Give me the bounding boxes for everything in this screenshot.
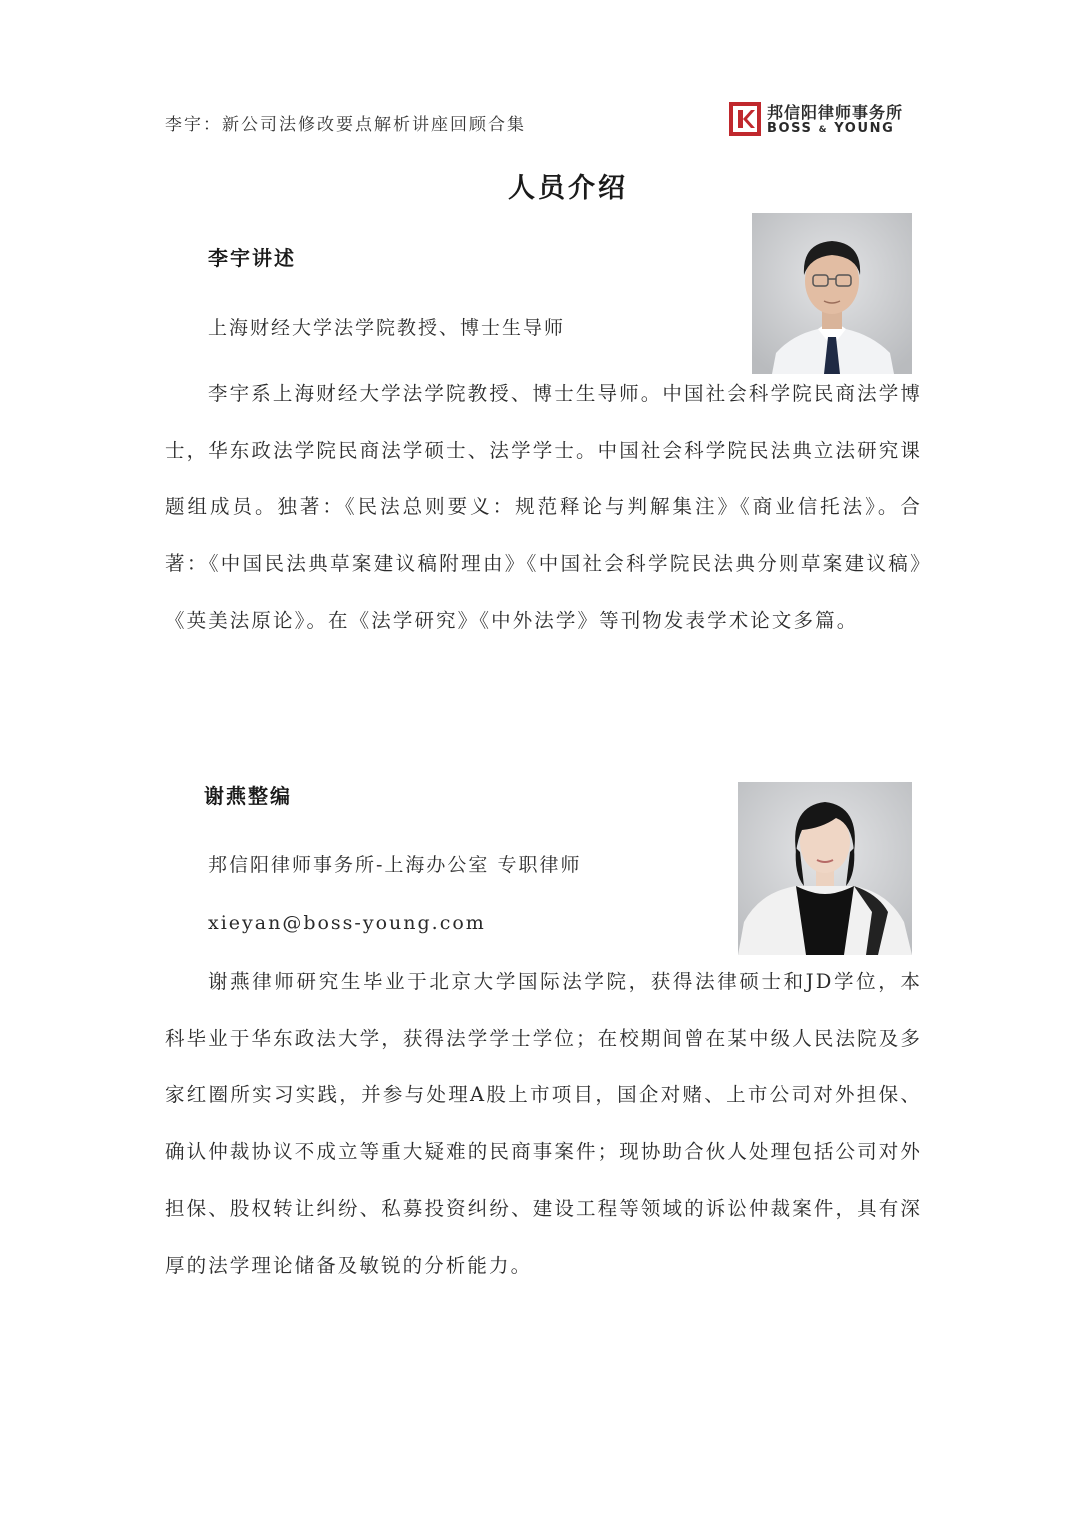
firm-name-en-right: YOUNG bbox=[834, 121, 895, 136]
person-2-email: xieyan@boss-young.com bbox=[208, 912, 486, 934]
firm-name-en bbox=[767, 121, 894, 136]
person-2-role: 邦信阳律师事务所-上海办公室 专职律师 bbox=[208, 854, 582, 876]
person-1-heading: 李宇讲述 bbox=[208, 246, 296, 270]
document-header-title: 李宇：新公司法修改要点解析讲座回顾合集 bbox=[165, 115, 526, 135]
firm-logo-icon bbox=[729, 102, 761, 136]
firm-logo bbox=[729, 100, 909, 140]
firm-name-cn: 邦信阳律师事务所 bbox=[767, 103, 904, 122]
person-2-photo bbox=[738, 782, 912, 955]
person-2-heading: 谢燕整编 bbox=[204, 784, 292, 808]
person-2-bio: 谢燕律师研究生毕业于北京大学国际法学院，获得法律硕士和JD学位，本科毕业于华东政法大学，获得法学学士学位；在校期间曾在某中级人民法院及多家红圈所实习实践，并参与处理A股上市项目，国企对赌、上市公司对外担保、确认仲裁协议不成立等重大疑难的民商事案件；现协助合伙人处理包括公司对外担保、股权转让纠纷、私募投资纠纷、建设工程等领域的诉讼仲裁案件，具有深厚的法学理论储备及敏锐的分析能力。 bbox=[165, 970, 922, 1277]
firm-name-en-left: BOSS bbox=[767, 121, 813, 136]
person-1-photo bbox=[752, 213, 912, 374]
person-1-role: 上海财经大学法学院教授、博士生导师 bbox=[208, 317, 566, 339]
firm-name-en-amp: & bbox=[818, 125, 829, 135]
person-1-bio: 李宇系上海财经大学法学院教授、博士生导师。中国社会科学院民商法学博士，华东政法学院民商法学硕士、法学学士。中国社会科学院民法典立法研究课题组成员。独著：《民法总则要义：规范释论与判解集注》《商业信托法》。合著：《中国民法典草案建议稿附理由》《中国社会科学院民法典分则草案建议稿》《英美法原论》。在《法学研究》《中外法学》等刊物发表学术论文多篇。 bbox=[165, 382, 922, 632]
page-title: 人员介绍 bbox=[508, 173, 628, 204]
